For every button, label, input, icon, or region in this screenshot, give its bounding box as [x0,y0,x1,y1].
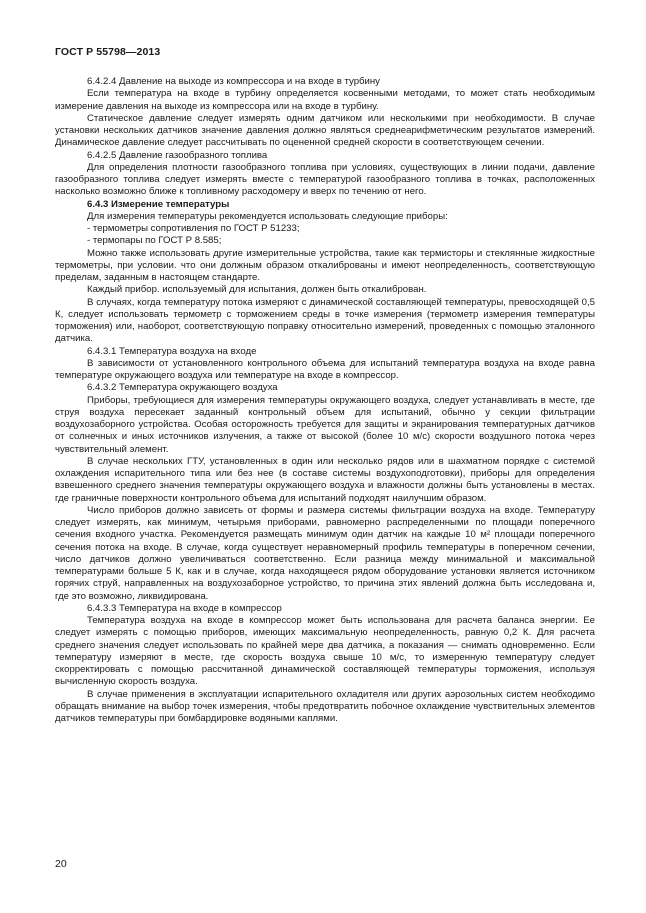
paragraph: - термометры сопротивления по ГОСТ Р 51233; [87,223,300,234]
paragraph: Для определения плотности газообразного топлива при условиях, существующих в линии подачи, давление газообразного топлива следует измерять вместе с температурой газообразного топлива в точках, расположенных насколько возможно ближе к топливному расходомеру и вверх по течению от него. [55,161,595,198]
paragraph: Приборы, требующиеся для измерения температуры окружающего воздуха, следует устанавливать в месте, где струя воздуха пересекает заданный контрольный объем для испытаний, обычно у секции фильтрации воздухозаборного устройства. Особая осторожность требуется для защиты и экранирования температурных датчиков от солнечных и иных источников излучения, а также от высокой (более 10 м/с) скорости воздушного потока через чувствительный элемент. [55,394,595,455]
paragraph: Температура воздуха на входе в компрессор может быть использована для расчета баланса энергии. Ее следует измерять с помощью приборов, имеющих максимальную неопределенность, равную 0,2 К. Для расчета среднего значения следует использовать по крайней мере два датчика, а показания — снимать одновременно. Если температуру измеряют в месте, где скорость воздуха свыше 10 м/с, то измеренную температуру следует скорректировать с помощью рассчитанной динамической составляющей температуры торможения, используя вычисленную скорость воздуха. [55,615,595,688]
paragraph: В случае нескольких ГТУ, установленных в один или несколько рядов или в шахматном порядке с системой охлаждения испарительного типа или без нее (в составе системы воздухоподготовки), приборы для определения взвешенного среднего значения температуры окружающего воздуха и влажности должны быть установлены в местах. где граничные поверхности контрольного объема для испытаний подходят наилучшим образом. [55,455,595,504]
paragraph: Каждый прибор. используемый для испытания, должен быть откалиброван. [87,284,427,296]
page-number: 20 [55,858,67,870]
paragraph: Можно также использовать другие измерительные устройства, такие как термисторы и стеклянные жидкостные термометры, при условии. что они должным образом откалиброваны и имеют неопределенность, соответствующую пределам, заданным в настоящем стандарте. [55,247,595,283]
paragraph: Число приборов должно зависеть от формы и размера системы фильтрации воздуха на входе. Температуру следует измерять, как минимум, четырьмя приборами, равномерно распределенными по площади поперечного сечения входного участка. Рекомендуется размещать минимум один датчик на каждые 10 м² площади поперечного сечения потока на входе. В случае, когда существует неравномерный профиль температуры в поперечном сечении, число датчиков должно увеличиваться соответственно. Если разница между минимальной и максимальной температурами больше 5 К, как и в случае, когда находящееся рядом оборудование установки является источником горячих струй, направленных на воздухозаборное устройство, то причина этих явлений должна быть исследована и, где это возможно, ликвидирована. [55,504,595,602]
paragraph: - термопары по ГОСТ Р 8.585; [87,235,222,247]
subsection-heading: 6.4.3.2 Температура окружающего воздуха [87,382,278,394]
section-heading: 6.4.3 Измерение температуры [87,198,230,210]
paragraph: В случаях, когда температуру потока измеряют с динамической составляющей температуры, превосходящей 0,5 К, следует использовать термометр с торможением среды в точке измерения (термометр измерения температуры торможения) или, наоборот, соответствующую поправку относительно измерений, проведенных с помощью эталонного датчика. [55,296,595,345]
document-body [55,76,595,725]
paragraph: В случае применения в эксплуатации испарительного охладителя или других аэрозольных систем необходимо обращать внимание на выбор точек измерения, чтобы предотвратить побочное охлаждение чувствительных элементов датчиков температуры при бомбардировке водяными каплями. [55,688,595,724]
paragraph: Для измерения температуры рекомендуется использовать следующие приборы: [87,210,448,222]
paragraph: Статическое давление следует измерять одним датчиком или несколькими при необходимости. В случае установки нескольких датчиков значение давления должно являться среднеарифметическим результатов измерений. Динамическое давление следует рассчитывать по оцененной средней скорости в соответствующем сечении. [55,112,595,149]
paragraph: Если температура на входе в турбину определяется косвенными методами, то может стать необходимым измерение давления на выходе из компрессора или на входе в турбину. [55,88,595,112]
paragraph: В зависимости от установленного контрольного объема для испытаний температура воздуха на входе равна температуре окружающего воздуха или температуре на входе в компрессор. [55,357,595,381]
subsection-heading: 6.4.2.4 Давление на выходе из компрессора и на входе в турбину [87,76,380,87]
subsection-heading: 6.4.2.5 Давление газообразного топлива [87,149,268,161]
subsection-heading: 6.4.3.1 Температура воздуха на входе [87,345,257,357]
subsection-heading: 6.4.3.3 Температура на входе в компрессор [87,602,282,614]
document-header: ГОСТ Р 55798—2013 [55,46,161,58]
